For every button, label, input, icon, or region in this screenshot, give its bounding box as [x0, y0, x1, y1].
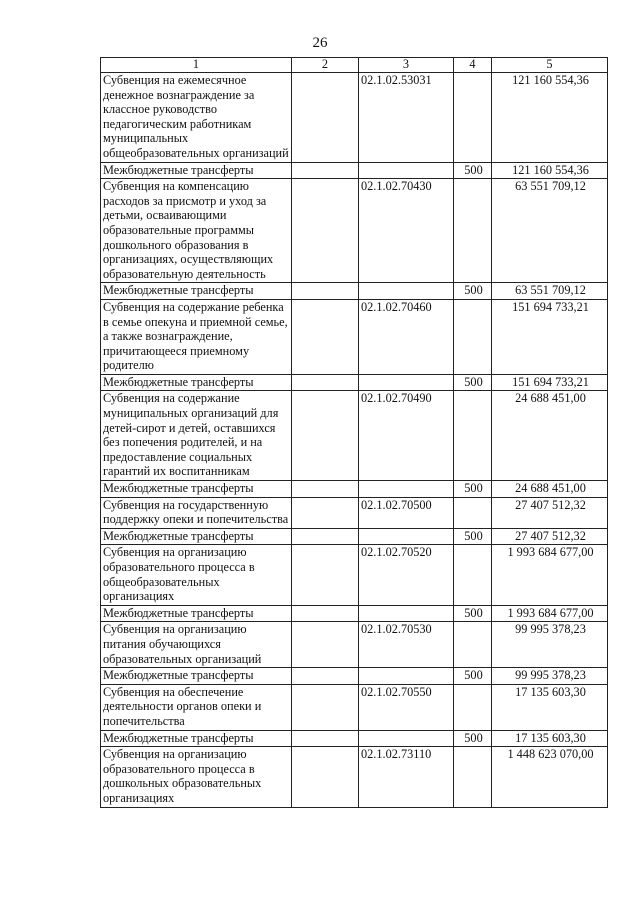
page-number: 26	[312, 35, 328, 51]
row-name-cell: Субвенция на организацию питания обучающихся образовательных организаций	[101, 622, 292, 668]
row-code-cell	[359, 283, 454, 300]
row-code-cell: 02.1.02.70550	[359, 684, 454, 730]
row-col2-cell	[292, 283, 359, 300]
row-vr-cell: 500	[454, 374, 492, 391]
table-row	[101, 162, 608, 179]
row-col2-cell	[292, 299, 359, 374]
row-code-cell: 02.1.02.53031	[359, 73, 454, 163]
row-vr-cell: 500	[454, 528, 492, 545]
row-code-cell: 02.1.02.70460	[359, 299, 454, 374]
row-col2-cell	[292, 622, 359, 668]
row-amount-cell: 99 995 378,23	[492, 668, 608, 685]
row-col2-cell	[292, 374, 359, 391]
row-amount-cell: 121 160 554,36	[492, 73, 608, 163]
row-col2-cell	[292, 73, 359, 163]
table-row	[101, 497, 608, 528]
row-code-cell: 02.1.02.70490	[359, 391, 454, 481]
header-col-3: 3	[359, 58, 454, 73]
table-row	[101, 684, 608, 730]
row-col2-cell	[292, 162, 359, 179]
row-col2-cell	[292, 528, 359, 545]
row-code-cell	[359, 374, 454, 391]
row-amount-cell: 151 694 733,21	[492, 299, 608, 374]
row-name-cell: Межбюджетные трансферты	[101, 283, 292, 300]
table-row	[101, 179, 608, 283]
row-col2-cell	[292, 497, 359, 528]
table-row	[101, 622, 608, 668]
row-vr-cell	[454, 179, 492, 283]
header-col-5: 5	[492, 58, 608, 73]
header-col-2: 2	[292, 58, 359, 73]
row-code-cell	[359, 605, 454, 622]
table-row	[101, 374, 608, 391]
row-name-cell: Субвенция на содержание муниципальных организаций для детей-сирот и детей, оставшихся без попечения родителей, и на предоставление социальных гарантий их воспитанникам	[101, 391, 292, 481]
row-name-cell: Межбюджетные трансферты	[101, 668, 292, 685]
table-header	[101, 58, 608, 73]
row-amount-cell: 27 407 512,32	[492, 497, 608, 528]
table-row	[101, 545, 608, 605]
row-vr-cell	[454, 545, 492, 605]
row-name-cell: Межбюджетные трансферты	[101, 730, 292, 747]
row-col2-cell	[292, 545, 359, 605]
row-amount-cell: 99 995 378,23	[492, 622, 608, 668]
row-col2-cell	[292, 391, 359, 481]
table-row	[101, 73, 608, 163]
row-code-cell	[359, 730, 454, 747]
row-name-cell: Субвенция на государственную поддержку опеки и попечительства	[101, 497, 292, 528]
table-body	[101, 73, 608, 808]
row-col2-cell	[292, 747, 359, 807]
row-vr-cell: 500	[454, 668, 492, 685]
row-name-cell: Субвенция на организацию образовательного процесса в дошкольных образовательных организациях	[101, 747, 292, 807]
row-name-cell: Межбюджетные трансферты	[101, 374, 292, 391]
row-code-cell: 02.1.02.70530	[359, 622, 454, 668]
table-row	[101, 283, 608, 300]
row-code-cell: 02.1.02.70520	[359, 545, 454, 605]
row-code-cell: 02.1.02.70500	[359, 497, 454, 528]
row-amount-cell: 63 551 709,12	[492, 283, 608, 300]
row-vr-cell: 500	[454, 162, 492, 179]
row-amount-cell: 24 688 451,00	[492, 391, 608, 481]
header-row	[101, 58, 608, 73]
row-vr-cell	[454, 391, 492, 481]
row-amount-cell: 121 160 554,36	[492, 162, 608, 179]
row-vr-cell	[454, 622, 492, 668]
row-amount-cell: 17 135 603,30	[492, 730, 608, 747]
table-row	[101, 528, 608, 545]
row-amount-cell: 24 688 451,00	[492, 481, 608, 498]
table-row	[101, 730, 608, 747]
row-vr-cell: 500	[454, 730, 492, 747]
row-name-cell: Субвенция на ежемесячное денежное вознаграждение за классное руководство педагогическим работникам муниципальных общеобразовательных организаций	[101, 73, 292, 163]
row-name-cell: Субвенция на содержание ребенка в семье опекуна и приемной семье, а также вознаграждение, причитающееся приемному родителю	[101, 299, 292, 374]
row-amount-cell: 151 694 733,21	[492, 374, 608, 391]
row-code-cell	[359, 528, 454, 545]
row-vr-cell	[454, 299, 492, 374]
row-col2-cell	[292, 684, 359, 730]
table-row	[101, 747, 608, 807]
row-col2-cell	[292, 481, 359, 498]
row-name-cell: Межбюджетные трансферты	[101, 605, 292, 622]
row-vr-cell: 500	[454, 481, 492, 498]
row-name-cell: Субвенция на организацию образовательного процесса в общеобразовательных организациях	[101, 545, 292, 605]
table-row	[101, 299, 608, 374]
table-row	[101, 668, 608, 685]
row-vr-cell: 500	[454, 605, 492, 622]
row-amount-cell: 63 551 709,12	[492, 179, 608, 283]
table-row	[101, 481, 608, 498]
row-amount-cell: 1 448 623 070,00	[492, 747, 608, 807]
row-code-cell	[359, 481, 454, 498]
row-name-cell: Субвенция на обеспечение деятельности органов опеки и попечительства	[101, 684, 292, 730]
header-col-1: 1	[101, 58, 292, 73]
row-code-cell	[359, 668, 454, 685]
row-name-cell: Межбюджетные трансферты	[101, 481, 292, 498]
row-name-cell: Межбюджетные трансферты	[101, 162, 292, 179]
row-code-cell: 02.1.02.70430	[359, 179, 454, 283]
row-col2-cell	[292, 668, 359, 685]
row-name-cell: Межбюджетные трансферты	[101, 528, 292, 545]
budget-table	[100, 57, 608, 808]
row-vr-cell	[454, 747, 492, 807]
row-vr-cell	[454, 684, 492, 730]
table-row	[101, 605, 608, 622]
row-code-cell: 02.1.02.73110	[359, 747, 454, 807]
row-col2-cell	[292, 605, 359, 622]
table-row	[101, 391, 608, 481]
row-name-cell: Субвенция на компенсацию расходов за присмотр и уход за детьми, осваивающими образовательные программы дошкольного образования в организациях, осуществляющих образовательную деятельность	[101, 179, 292, 283]
row-col2-cell	[292, 179, 359, 283]
row-vr-cell	[454, 497, 492, 528]
row-amount-cell: 27 407 512,32	[492, 528, 608, 545]
row-vr-cell: 500	[454, 283, 492, 300]
row-vr-cell	[454, 73, 492, 163]
row-amount-cell: 17 135 603,30	[492, 684, 608, 730]
row-amount-cell: 1 993 684 677,00	[492, 605, 608, 622]
header-col-4: 4	[454, 58, 492, 73]
row-col2-cell	[292, 730, 359, 747]
row-code-cell	[359, 162, 454, 179]
row-amount-cell: 1 993 684 677,00	[492, 545, 608, 605]
